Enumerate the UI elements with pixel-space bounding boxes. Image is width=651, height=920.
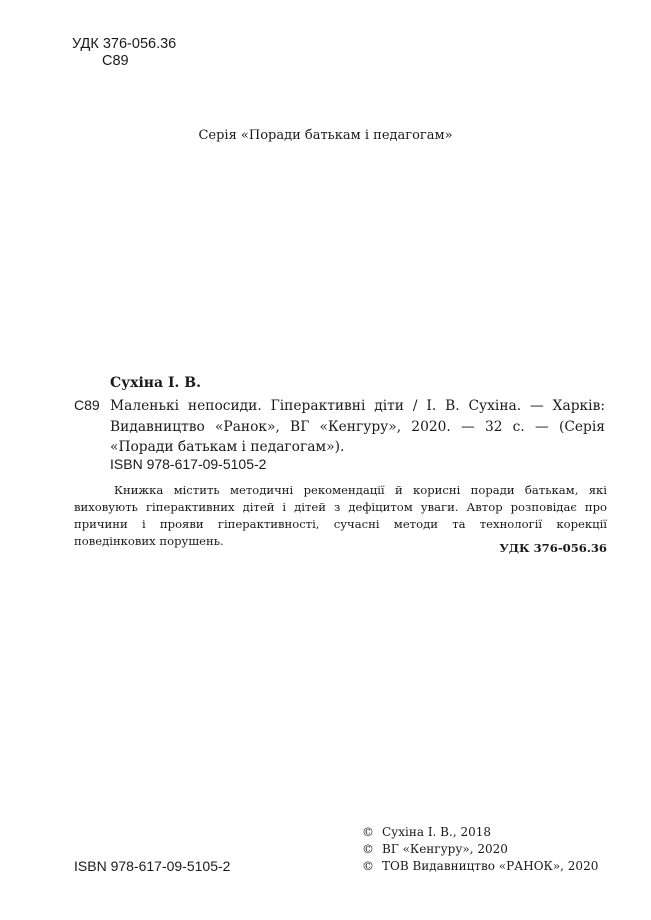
series-title: Серія «Поради батькам і педагогам» <box>198 128 453 143</box>
header-index: С89 <box>102 53 129 69</box>
copyright-symbol: © <box>362 842 374 856</box>
footer-isbn: ISBN 978-617-09-5105-2 <box>74 858 231 874</box>
copyright-text: Сухіна І. В., 2018 <box>382 825 491 839</box>
copyright-symbol: © <box>362 859 374 873</box>
catalog-description: Маленькі непосиди. Гіперактивні діти / І. В. Сухіна. — Харків: Видавництво «Ранок», ВГ «Кенгуру», 2020. — 32 с. — (Серія «Поради батькам і педагогам»). <box>110 398 605 455</box>
catalog-udk: УДК 376-056.36 <box>499 541 607 555</box>
catalog-annotation: Книжка містить методичні рекомендації й корисні поради батькам, які виховують гіперактивних дітей і дітей з дефіцитом уваги. Автор розповідає про причини і прояви гіперактивності, сучасні методи та технології корекції поведінкових порушень. <box>74 483 607 548</box>
catalog-author: Сухіна І. В. <box>110 375 201 391</box>
copyright-text: ВГ «Кенгуру», 2020 <box>382 842 508 856</box>
copyright-symbol: © <box>362 825 374 839</box>
catalog-index: С89 <box>74 397 100 413</box>
copyright-line <box>362 841 598 858</box>
header-udk: УДК 376-056.36 <box>72 36 177 52</box>
copyright-line <box>362 858 598 875</box>
copyright-line <box>362 824 598 841</box>
copyright-text: ТОВ Видавництво «РАНОК», 2020 <box>382 859 599 873</box>
header-udk-block <box>72 36 176 70</box>
copyright-block <box>362 824 598 875</box>
catalog-isbn: ISBN 978-617-09-5105-2 <box>110 456 267 472</box>
